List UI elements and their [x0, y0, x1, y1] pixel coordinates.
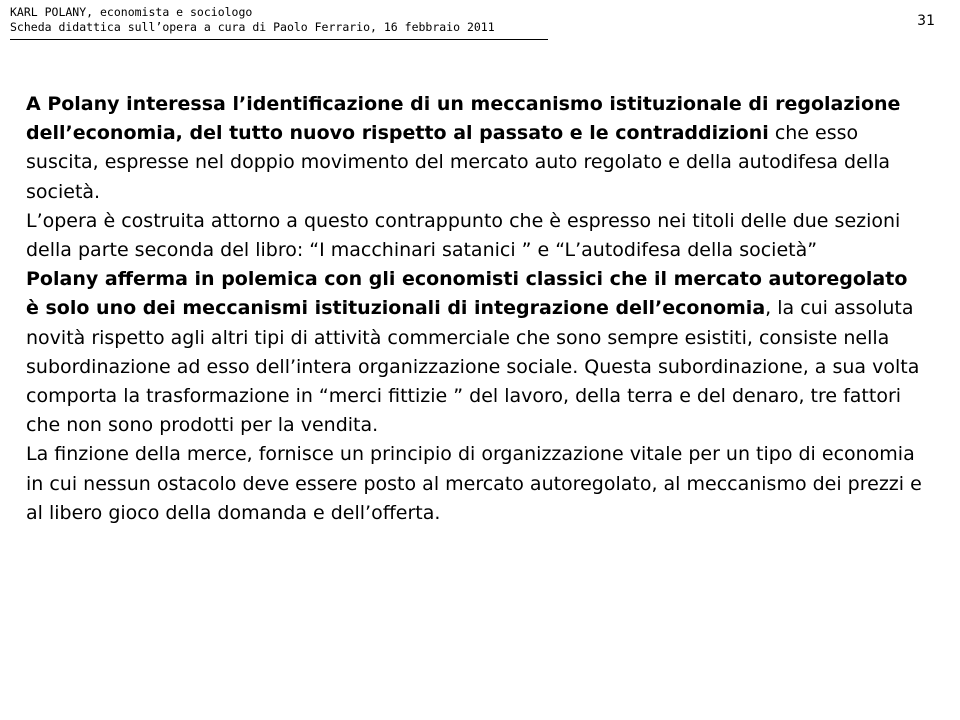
paragraph-conclusion: [26, 440, 926, 528]
paragraph-argument-bold: Polany afferma in polemica con gli economisti classici che il mercato autoregolato è solo uno dei meccanismi istituzionali di integrazione dell’economia: [26, 268, 908, 320]
paragraph-intro-text: che esso suscita, espresse nel doppio movimento del mercato auto regolato e della autodifesa della società.: [26, 122, 890, 203]
paragraph-structure: [26, 207, 926, 265]
header-title: KARL POLANY, economista e sociologo: [10, 5, 253, 19]
page-number: 31: [917, 13, 935, 29]
slide-body: [26, 90, 926, 528]
paragraph-structure-text: L’opera è costruita attorno a questo contrappunto che è espresso nei titoli delle due sezioni della parte seconda del libro: “I macchinari satanici ” e “L’autodifesa della società”: [26, 209, 901, 262]
header-subtitle: Scheda didattica sull’opera a cura di Paolo Ferrario, 16 febbraio 2011: [10, 20, 495, 34]
paragraph-conclusion-text: La finzione della merce, fornisce un principio di organizzazione vitale per un tipo di economia in cui nessun ostacolo deve essere posto al mercato autoregolato, al meccanismo dei prezzi e al libero gioco della domanda e dell’offerta.: [26, 443, 922, 524]
document-header: [10, 5, 548, 40]
paragraph-intro: [26, 90, 926, 207]
paragraph-intro-bold: A Polany interessa l’identificazione di un meccanismo istituzionale di regolazione dell’economia, del tutto nuovo rispetto al passato e le contraddizioni: [26, 93, 901, 145]
paragraph-argument: [26, 265, 926, 440]
paragraph-argument-text: , la cui assoluta novità rispetto agli altri tipi di attività commerciale che sono sempre esistiti, consiste nella subordinazione ad esso dell’intera organizzazione sociale. Questa subordinazione, a sua volta comporta la trasformazione in “merci fittizie ” del lavoro, della terra e del denaro, tre fattori che non sono prodotti per la vendita.: [26, 297, 920, 437]
